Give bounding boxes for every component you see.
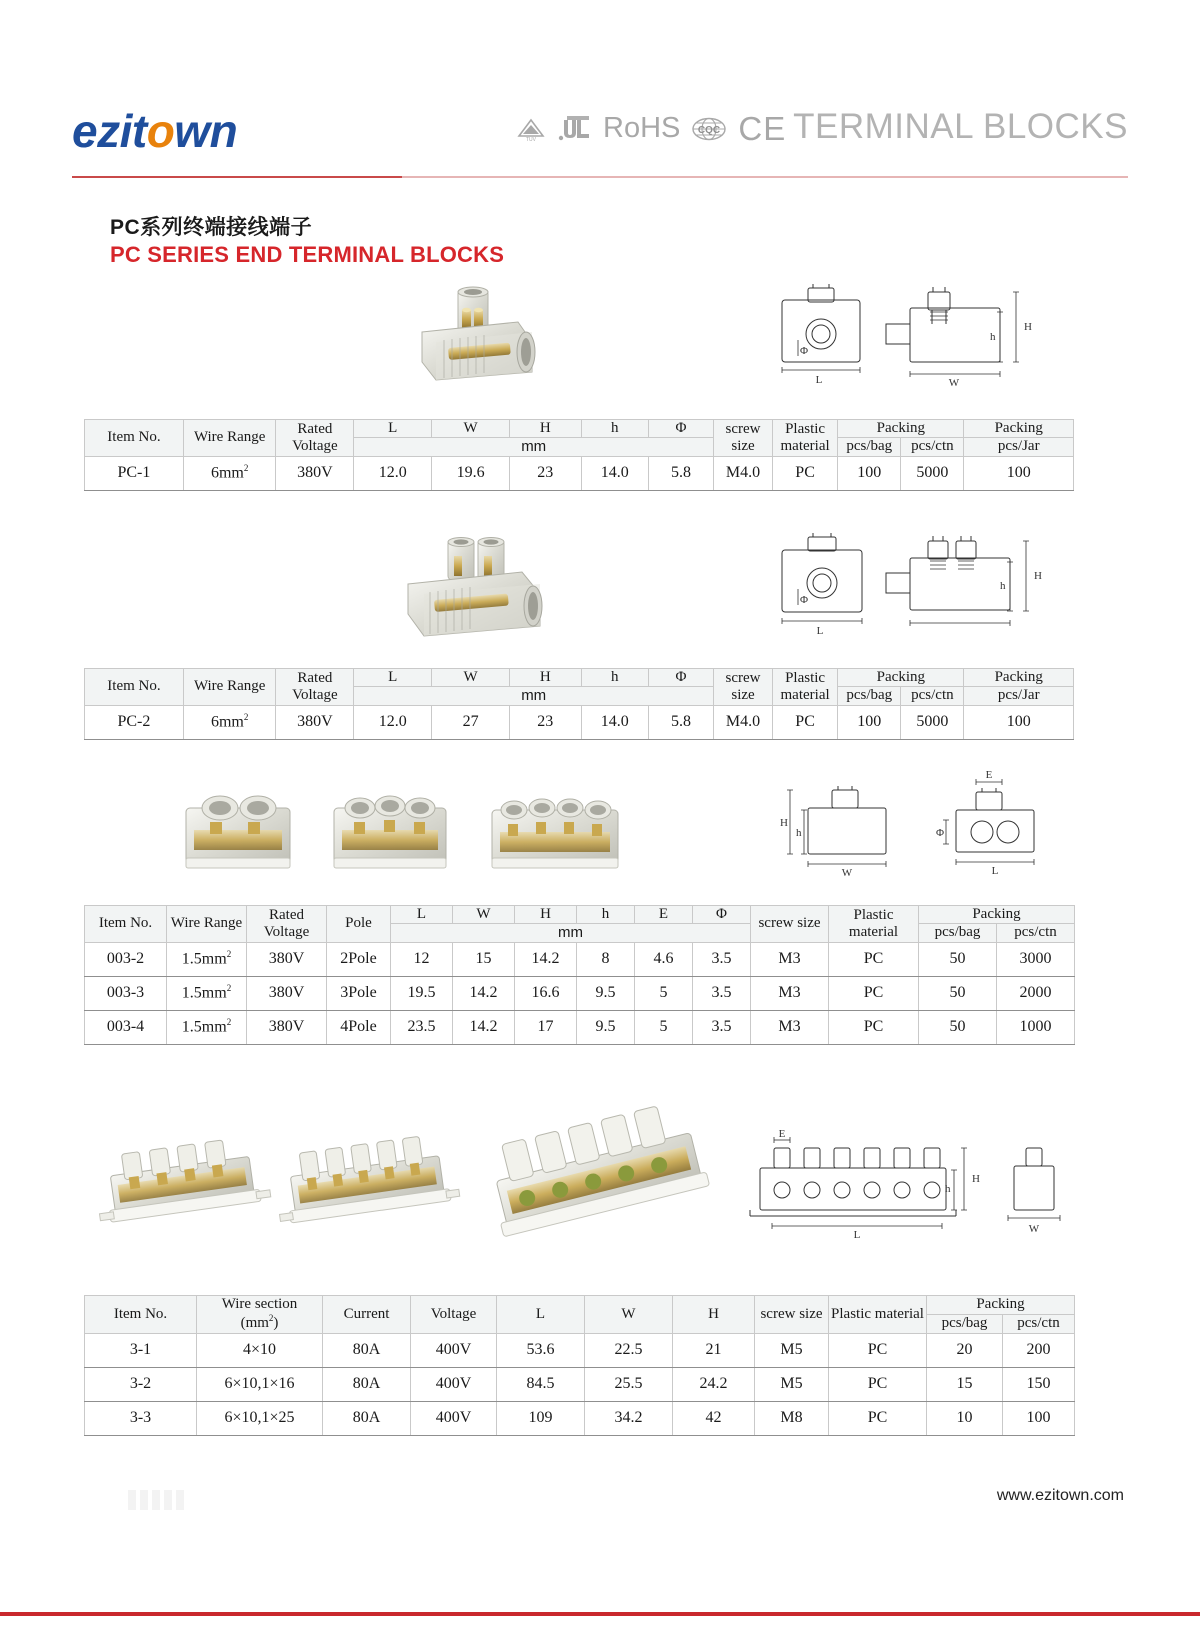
cell-item-no: PC-2 bbox=[85, 705, 184, 739]
cell-W: 14.2 bbox=[453, 976, 515, 1010]
cell-rated-voltage: 380V bbox=[276, 456, 354, 490]
dim-label-H: H bbox=[972, 1173, 980, 1185]
cell-pcs-ctn: 5000 bbox=[901, 705, 964, 739]
th-dim-phi: Φ bbox=[648, 420, 713, 438]
cell-wire-range bbox=[183, 705, 276, 739]
cell-voltage: 400V bbox=[411, 1367, 497, 1401]
dim-label-h: h bbox=[990, 331, 996, 343]
cell-wire-range bbox=[167, 1010, 247, 1044]
cell-screw-size: M5 bbox=[755, 1333, 829, 1367]
cell-wire-range-value: 6mm bbox=[210, 464, 244, 482]
th-dim-phi: Φ bbox=[693, 906, 751, 924]
cell-h: 14.0 bbox=[581, 456, 648, 490]
cell-W: 22.5 bbox=[585, 1333, 673, 1367]
table-row bbox=[85, 1333, 1075, 1367]
dim-label-E: E bbox=[985, 769, 993, 781]
dim-label-L: L bbox=[815, 374, 823, 386]
th-current: Current bbox=[323, 1296, 411, 1334]
th-pole: Pole bbox=[327, 906, 391, 943]
svg-text:CQC: CQC bbox=[698, 124, 721, 136]
rohs-mark-label: RoHS bbox=[603, 112, 681, 144]
cell-wire-range bbox=[167, 976, 247, 1010]
tuv-triangle-icon bbox=[515, 115, 547, 143]
table-header-row bbox=[85, 1296, 1075, 1315]
cell-rated-voltage: 380V bbox=[247, 942, 327, 976]
spec-table-pc1 bbox=[84, 419, 1074, 491]
cell-wire-section: 6×10,1×25 bbox=[197, 1401, 323, 1435]
cell-h: 14.0 bbox=[581, 705, 648, 739]
cell-phi: 5.8 bbox=[648, 705, 713, 739]
cell-L: 12.0 bbox=[354, 456, 432, 490]
cell-rated-voltage: 380V bbox=[276, 705, 354, 739]
table-row bbox=[85, 1367, 1075, 1401]
table-row bbox=[85, 456, 1074, 490]
cell-pcs-ctn: 150 bbox=[1003, 1367, 1075, 1401]
th-dim-W: W bbox=[432, 669, 510, 687]
product-photo-003-2 bbox=[168, 778, 308, 888]
cell-wire-section: 6×10,1×16 bbox=[197, 1367, 323, 1401]
table-row bbox=[85, 976, 1075, 1010]
cell-W: 34.2 bbox=[585, 1401, 673, 1435]
technical-drawing-3x bbox=[732, 1128, 1082, 1248]
cell-wire-range-sup: 2 bbox=[243, 712, 249, 723]
th-wire-section-unit-end: ) bbox=[273, 1315, 279, 1332]
th-plastic-material: Plastic material bbox=[772, 669, 837, 706]
dim-label-L: L bbox=[816, 625, 824, 637]
cell-item-no: 003-3 bbox=[85, 976, 167, 1010]
th-wire-section-unit: (mm bbox=[240, 1315, 269, 1332]
cell-wire-range-sup: 2 bbox=[226, 1017, 232, 1028]
th-pcs-ctn: pcs/ctn bbox=[901, 687, 964, 705]
th-rated-voltage: Rated Voltage bbox=[276, 420, 354, 457]
th-dim-L: L bbox=[354, 420, 432, 438]
cell-current: 80A bbox=[323, 1367, 411, 1401]
th-dim-h: h bbox=[581, 420, 648, 438]
cell-plastic-material: PC bbox=[829, 976, 919, 1010]
cell-phi: 3.5 bbox=[693, 1010, 751, 1044]
ul-mark-icon bbox=[558, 114, 592, 144]
cell-phi: 5.8 bbox=[648, 456, 713, 490]
cell-voltage: 400V bbox=[411, 1401, 497, 1435]
th-pcs-bag: pcs/bag bbox=[919, 924, 997, 942]
th-screw-size: screw size bbox=[714, 420, 773, 457]
th-pcs-jar: pcs/Jar bbox=[964, 438, 1074, 456]
cell-current: 80A bbox=[323, 1333, 411, 1367]
cell-current: 80A bbox=[323, 1401, 411, 1435]
footer-website-url: www.ezitown.com bbox=[996, 1487, 1124, 1504]
dim-label-phi: Φ bbox=[936, 827, 945, 839]
dim-label-W: W bbox=[841, 867, 853, 879]
table-row bbox=[85, 705, 1074, 739]
dim-label-H: H bbox=[1034, 570, 1042, 582]
cell-screw-size: M4.0 bbox=[714, 705, 773, 739]
th-dim-h: h bbox=[581, 669, 648, 687]
cell-pcs-bag: 100 bbox=[838, 456, 901, 490]
cell-wire-range-value: 6mm bbox=[210, 713, 244, 731]
th-wire-range: Wire Range bbox=[183, 669, 276, 706]
cell-wire-range-sup: 2 bbox=[226, 983, 232, 994]
th-item-no: Item No. bbox=[85, 1296, 197, 1334]
cell-h: 9.5 bbox=[577, 976, 635, 1010]
cell-plastic-material: PC bbox=[829, 1333, 927, 1367]
th-packing-jar: Packing bbox=[964, 420, 1074, 438]
page-title-english: PC SERIES END TERMINAL BLOCKS bbox=[110, 242, 505, 267]
cell-plastic-material: PC bbox=[829, 1367, 927, 1401]
cell-L: 53.6 bbox=[497, 1333, 585, 1367]
th-wire-section bbox=[197, 1296, 323, 1334]
cell-pcs-ctn: 200 bbox=[1003, 1333, 1075, 1367]
cell-L: 109 bbox=[497, 1401, 585, 1435]
th-pcs-ctn: pcs/ctn bbox=[901, 438, 964, 456]
th-dim-H: H bbox=[510, 420, 582, 438]
cell-H: 14.2 bbox=[515, 942, 577, 976]
th-plastic-material: Plastic material bbox=[829, 1296, 927, 1334]
cell-item-no: PC-1 bbox=[85, 456, 184, 490]
th-pcs-jar: pcs/Jar bbox=[964, 687, 1074, 705]
th-packing-jar: Packing bbox=[964, 669, 1074, 687]
cell-pcs-ctn: 5000 bbox=[901, 456, 964, 490]
cell-pcs-bag: 50 bbox=[919, 1010, 997, 1044]
table-row bbox=[85, 1401, 1075, 1435]
cell-plastic-material: PC bbox=[829, 942, 919, 976]
dim-label-H: H bbox=[780, 817, 788, 829]
cell-pole: 2Pole bbox=[327, 942, 391, 976]
technical-drawing-pc1 bbox=[760, 278, 1080, 398]
cell-item-no: 003-4 bbox=[85, 1010, 167, 1044]
th-plastic-material: Plastic material bbox=[829, 906, 919, 943]
product-photo-3-2 bbox=[272, 1118, 462, 1248]
cell-E: 4.6 bbox=[635, 942, 693, 976]
table-row bbox=[85, 942, 1075, 976]
cell-pcs-ctn: 2000 bbox=[997, 976, 1075, 1010]
cell-W: 19.6 bbox=[432, 456, 510, 490]
cell-H: 42 bbox=[673, 1401, 755, 1435]
cell-plastic-material: PC bbox=[829, 1010, 919, 1044]
cell-L: 84.5 bbox=[497, 1367, 585, 1401]
header-category-title: TERMINAL BLOCKS bbox=[793, 107, 1128, 146]
svg-text:TUV: TUV bbox=[526, 136, 536, 143]
cell-phi: 3.5 bbox=[693, 942, 751, 976]
cell-voltage: 400V bbox=[411, 1333, 497, 1367]
cell-pcs-ctn: 3000 bbox=[997, 942, 1075, 976]
th-dim-W: W bbox=[432, 420, 510, 438]
dim-label-W: W bbox=[948, 377, 960, 389]
cell-H: 16.6 bbox=[515, 976, 577, 1010]
cell-H: 17 bbox=[515, 1010, 577, 1044]
th-dim-L: L bbox=[497, 1296, 585, 1334]
dim-label-phi: Φ bbox=[799, 345, 809, 357]
th-rated-voltage: Rated Voltage bbox=[247, 906, 327, 943]
cell-rated-voltage: 380V bbox=[247, 976, 327, 1010]
cell-E: 5 bbox=[635, 976, 693, 1010]
cell-h: 8 bbox=[577, 942, 635, 976]
cell-H: 23 bbox=[510, 456, 582, 490]
table-header-row bbox=[85, 420, 1074, 438]
cell-plastic-material: PC bbox=[829, 1401, 927, 1435]
th-rated-voltage: Rated Voltage bbox=[276, 669, 354, 706]
cell-pole: 4Pole bbox=[327, 1010, 391, 1044]
footer-watermark bbox=[128, 1490, 188, 1510]
dim-label-h: h bbox=[1000, 580, 1006, 592]
th-unit-mm: mm bbox=[354, 438, 714, 456]
cell-wire-range-sup: 2 bbox=[243, 463, 249, 474]
th-item-no: Item No. bbox=[85, 669, 184, 706]
cell-pcs-jar: 100 bbox=[964, 456, 1074, 490]
table-row bbox=[85, 1010, 1075, 1044]
spec-table-003 bbox=[84, 905, 1075, 1045]
th-dim-h: h bbox=[577, 906, 635, 924]
cell-pcs-bag: 15 bbox=[927, 1367, 1003, 1401]
cell-wire-section: 4×10 bbox=[197, 1333, 323, 1367]
cell-screw-size: M3 bbox=[751, 976, 829, 1010]
cell-W: 15 bbox=[453, 942, 515, 976]
cell-L: 19.5 bbox=[391, 976, 453, 1010]
certification-marks bbox=[515, 112, 786, 145]
cell-screw-size: M4.0 bbox=[714, 456, 773, 490]
brand-logo bbox=[72, 105, 238, 157]
footer-accent-bar bbox=[0, 1612, 1200, 1616]
cell-L: 12 bbox=[391, 942, 453, 976]
logo-text-accent: o bbox=[146, 105, 175, 157]
th-dim-W: W bbox=[453, 906, 515, 924]
dim-label-W: W bbox=[1028, 1223, 1040, 1235]
technical-drawing-pc2 bbox=[758, 525, 1080, 650]
th-screw-size: screw size bbox=[714, 669, 773, 706]
cell-wire-range-sup: 2 bbox=[226, 949, 232, 960]
logo-text-part2: wn bbox=[174, 105, 238, 157]
th-wire-section-label: Wire section bbox=[221, 1296, 298, 1312]
table-header-row bbox=[85, 669, 1074, 687]
logo-text-part1: ezit bbox=[72, 105, 147, 157]
cell-wire-range-value: 1.5mm bbox=[181, 1018, 227, 1036]
th-item-no: Item No. bbox=[85, 906, 167, 943]
technical-drawing-003 bbox=[760, 768, 1080, 888]
th-plastic-material: Plastic material bbox=[772, 420, 837, 457]
th-dim-H: H bbox=[510, 669, 582, 687]
cell-h: 9.5 bbox=[577, 1010, 635, 1044]
cell-W: 14.2 bbox=[453, 1010, 515, 1044]
cell-L: 12.0 bbox=[354, 705, 432, 739]
th-voltage: Voltage bbox=[411, 1296, 497, 1334]
cell-H: 21 bbox=[673, 1333, 755, 1367]
cell-screw-size: M3 bbox=[751, 942, 829, 976]
cell-W: 27 bbox=[432, 705, 510, 739]
cell-rated-voltage: 380V bbox=[247, 1010, 327, 1044]
cell-wire-range bbox=[167, 942, 247, 976]
cell-item-no: 3-1 bbox=[85, 1333, 197, 1367]
th-dim-L: L bbox=[354, 669, 432, 687]
dim-label-H: H bbox=[1024, 321, 1032, 333]
th-dim-E: E bbox=[635, 906, 693, 924]
cell-wire-range bbox=[183, 456, 276, 490]
th-packing: Packing bbox=[927, 1296, 1075, 1315]
cell-item-no: 3-3 bbox=[85, 1401, 197, 1435]
cell-pcs-bag: 20 bbox=[927, 1333, 1003, 1367]
th-packing: Packing bbox=[838, 420, 964, 438]
th-pcs-bag: pcs/bag bbox=[927, 1314, 1003, 1333]
cell-pcs-ctn: 100 bbox=[1003, 1401, 1075, 1435]
cell-pcs-bag: 100 bbox=[838, 705, 901, 739]
th-dim-phi: Φ bbox=[648, 669, 713, 687]
th-pcs-ctn: pcs/ctn bbox=[997, 924, 1075, 942]
dim-label-h: h bbox=[945, 1183, 951, 1195]
th-wire-range: Wire Range bbox=[167, 906, 247, 943]
cell-plastic-material: PC bbox=[772, 705, 837, 739]
th-pcs-bag: pcs/bag bbox=[838, 687, 901, 705]
th-screw-size: screw size bbox=[755, 1296, 829, 1334]
dim-label-h: h bbox=[796, 827, 802, 839]
dim-label-phi: Φ bbox=[799, 594, 809, 606]
cell-wire-range-value: 1.5mm bbox=[181, 984, 227, 1002]
th-packing: Packing bbox=[919, 906, 1075, 924]
th-pcs-ctn: pcs/ctn bbox=[1003, 1314, 1075, 1333]
cell-wire-range-value: 1.5mm bbox=[181, 950, 227, 968]
cell-pcs-bag: 50 bbox=[919, 976, 997, 1010]
page-header bbox=[0, 0, 1200, 182]
cell-pole: 3Pole bbox=[327, 976, 391, 1010]
cqc-globe-icon bbox=[691, 115, 727, 143]
cell-pcs-bag: 10 bbox=[927, 1401, 1003, 1435]
th-dim-L: L bbox=[391, 906, 453, 924]
table-header-row bbox=[85, 906, 1075, 924]
product-photo-003-3 bbox=[320, 778, 460, 888]
header-divider bbox=[72, 176, 1128, 178]
dim-label-L: L bbox=[991, 865, 999, 877]
th-dim-W: W bbox=[585, 1296, 673, 1334]
cell-item-no: 003-2 bbox=[85, 942, 167, 976]
product-photo-pc1 bbox=[400, 280, 570, 400]
product-photo-003-4 bbox=[480, 778, 630, 888]
page-title-chinese: PC系列终端接线端子 bbox=[110, 216, 313, 239]
cell-pcs-ctn: 1000 bbox=[997, 1010, 1075, 1044]
th-wire-range: Wire Range bbox=[183, 420, 276, 457]
cell-pcs-bag: 50 bbox=[919, 942, 997, 976]
ce-mark-label: CE bbox=[738, 110, 787, 147]
spec-table-3x bbox=[84, 1295, 1075, 1436]
cell-screw-size: M8 bbox=[755, 1401, 829, 1435]
dim-label-E: E bbox=[778, 1128, 786, 1140]
th-dim-H: H bbox=[673, 1296, 755, 1334]
th-item-no: Item No. bbox=[85, 420, 184, 457]
cell-E: 5 bbox=[635, 1010, 693, 1044]
th-unit-mm: mm bbox=[391, 924, 751, 942]
spec-table-pc2 bbox=[84, 668, 1074, 740]
th-packing: Packing bbox=[838, 669, 964, 687]
cell-pcs-jar: 100 bbox=[964, 705, 1074, 739]
th-dim-H: H bbox=[515, 906, 577, 924]
product-photo-3-3 bbox=[474, 1098, 724, 1253]
product-photo-3-1 bbox=[92, 1118, 272, 1248]
cell-item-no: 3-2 bbox=[85, 1367, 197, 1401]
th-pcs-bag: pcs/bag bbox=[838, 438, 901, 456]
dim-label-L: L bbox=[853, 1229, 861, 1241]
th-unit-mm: mm bbox=[354, 687, 714, 705]
th-screw-size: screw size bbox=[751, 906, 829, 943]
cell-plastic-material: PC bbox=[772, 456, 837, 490]
cell-W: 25.5 bbox=[585, 1367, 673, 1401]
th-wire-section-sup: 2 bbox=[268, 1313, 274, 1324]
cell-H: 23 bbox=[510, 705, 582, 739]
cell-L: 23.5 bbox=[391, 1010, 453, 1044]
cell-screw-size: M3 bbox=[751, 1010, 829, 1044]
cell-phi: 3.5 bbox=[693, 976, 751, 1010]
product-photo-pc2 bbox=[390, 528, 580, 653]
cell-H: 24.2 bbox=[673, 1367, 755, 1401]
cell-screw-size: M5 bbox=[755, 1367, 829, 1401]
